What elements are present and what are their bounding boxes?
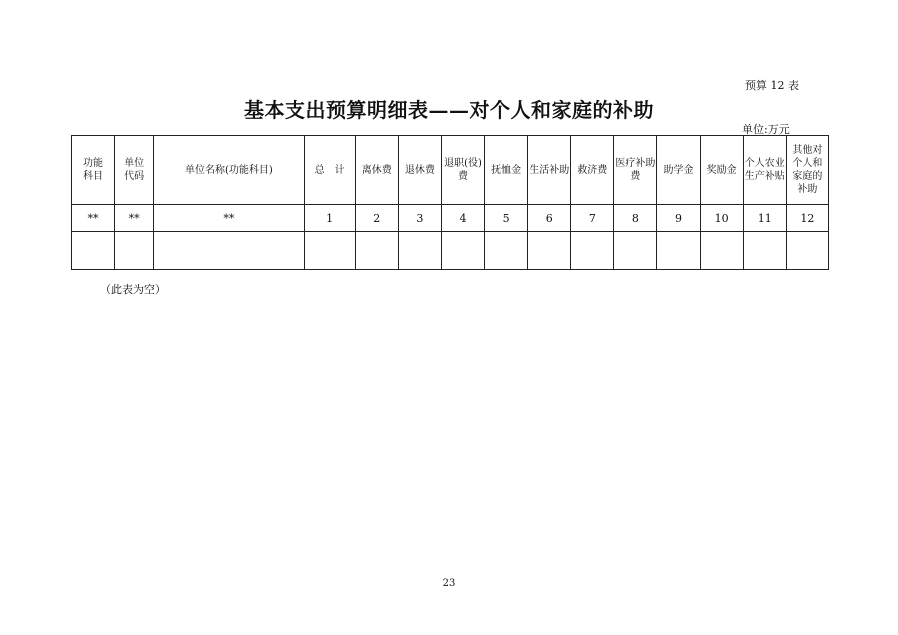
empty-cell [441,232,484,270]
header-award: 奖励金 [700,136,743,205]
page-number: 23 [442,578,456,589]
empty-cell [571,232,614,270]
table-cell: 8 [614,205,657,232]
header-living-subsidy: 生活补助 [528,136,571,205]
table-cell: 1 [304,205,355,232]
empty-cell [657,232,700,270]
table-header-row [72,136,829,205]
header-unit-code: 单位代码 [115,136,154,205]
header-total: 总 计 [304,136,355,205]
table-cell: 11 [743,205,786,232]
table-cell: 5 [485,205,528,232]
header-relief: 救济费 [571,136,614,205]
table-cell: 10 [700,205,743,232]
header-unit-name: 单位名称(功能科目) [154,136,304,205]
header-retirement: 退休费 [398,136,441,205]
form-number: 预算 12 表 [745,79,799,92]
budget-table [71,135,829,270]
unit-label: 单位:万元 [742,123,790,136]
table-cell: ** [154,205,304,232]
header-pension: 抚恤金 [485,136,528,205]
table-cell: 9 [657,205,700,232]
header-agri-subsidy: 个人农业生产补贴 [743,136,786,205]
empty-cell [115,232,154,270]
table-cell: 7 [571,205,614,232]
table-cell: 12 [786,205,828,232]
table-cell: 3 [398,205,441,232]
header-scholarship: 助学金 [657,136,700,205]
header-medical-subsidy: 医疗补助费 [614,136,657,205]
header-resignation: 退职(役)费 [441,136,484,205]
empty-cell [743,232,786,270]
empty-cell [304,232,355,270]
empty-table-note: （此表为空） [100,283,166,296]
empty-cell [355,232,398,270]
table-cell: 2 [355,205,398,232]
table-cell: ** [115,205,154,232]
table-cell: ** [72,205,115,232]
header-retirement-cadre: 离休费 [355,136,398,205]
header-function-subject: 功能科目 [72,136,115,205]
table-index-row [72,205,829,232]
table-cell: 4 [441,205,484,232]
empty-cell [614,232,657,270]
empty-cell [700,232,743,270]
empty-cell [528,232,571,270]
empty-cell [398,232,441,270]
header-other-subsidy: 其他对个人和家庭的补助 [786,136,828,205]
empty-cell [786,232,828,270]
table-cell: 6 [528,205,571,232]
empty-cell [154,232,304,270]
page-title: 基本支出预算明细表——对个人和家庭的补助 [244,98,654,122]
empty-cell [72,232,115,270]
empty-cell [485,232,528,270]
table-empty-row [72,232,829,270]
